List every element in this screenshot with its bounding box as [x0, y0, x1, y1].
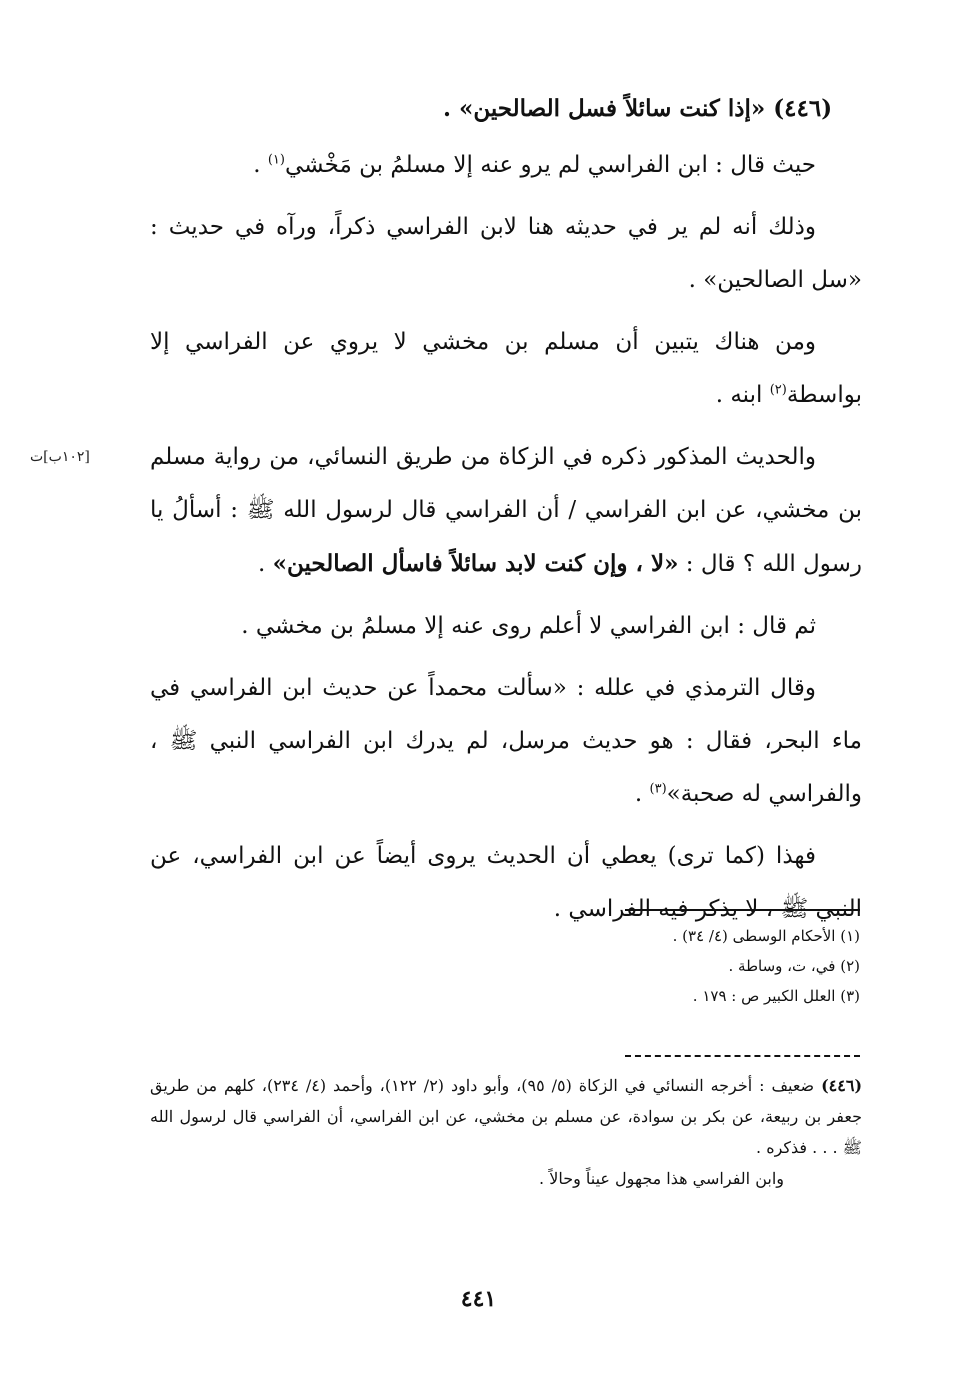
paragraph-6 [150, 662, 862, 821]
hadith-commentary [150, 1070, 862, 1194]
hadith-heading [150, 82, 862, 135]
paragraph-1-text: حيث قال : ابن الفراسي لم يرو عنه إلا مسلمُ بن مَخْشي [284, 152, 816, 178]
paragraph-5: ثم قال : ابن الفراسي لا أعلم روى عنه إلا مسلمُ بن مخشي . [241, 613, 816, 639]
paragraph-3 [150, 316, 862, 422]
footnote-item [400, 921, 860, 951]
footnote-text: في، ت، وساطة . [728, 957, 836, 975]
footnote-separator [625, 909, 860, 911]
paragraph-4 [150, 431, 862, 591]
footnote-ref-2[interactable]: (٢) [769, 382, 787, 398]
footnote-item [400, 981, 860, 1011]
paragraph-1 [150, 139, 862, 192]
footnote-text: العلل الكبير ص : ١٧٩ . [692, 987, 836, 1005]
footnote-number: (١) [840, 927, 860, 945]
paragraph-1-tail: . [253, 152, 268, 178]
commentary-text: ضعيف : أخرجه النسائي في الزكاة (٥/ ٩٥)، وأبو داود (٢/ ١٢٢)، وأحمد (٤/ ٢٣٤)، كلهم من طريق جعفر بن ربيعة، عن بكر بن سوادة، عن مسلم بن مخشي، عن ابن الفراسي، أن الفراسي قال لرسول الله ﷺ . . . فذكره . [150, 1076, 862, 1157]
footnote-ref-1[interactable]: (١) [267, 152, 285, 168]
commentary-line-1 [150, 1070, 862, 1163]
hadith-number: (٤٤٦) [773, 95, 833, 122]
commentary-separator [625, 1055, 860, 1057]
paragraph-6-tail: . [634, 781, 650, 807]
footnote-text: الأحكام الوسطى (٤/ ٣٤) . [672, 927, 836, 945]
footnote-number: (٣) [840, 987, 860, 1005]
paragraph-2: وذلك أنه لم ير في حديثه هنا لابن الفراسي ذكراً، ورآه في حديث : «سل الصالحين» . [150, 214, 862, 293]
manuscript-margin-note: [١٠٢ب]ت [30, 449, 90, 465]
paragraph-6-text: وقال الترمذي في علله : «سألت محمداً عن حديث ابن الفراسي في ماء البحر، فقال : هو حديث مرسل، لم يدرك ابن الفراسي النبي ﷺ ، والفراسي له صحبة» [150, 675, 862, 807]
paragraph-4-tail: . [257, 551, 273, 577]
paragraph-7: فهذا (كما ترى) يعطي أن الحديث يروى أيضاً عن ابن الفراسي، عن النبي ﷺ ، لا يذكر فيه الفراسي . [150, 843, 862, 922]
footnote-number: (٢) [840, 957, 860, 975]
hadith-quote: «لا ، وإن كنت لابد سائلاً فاسأل الصالحين» [272, 550, 679, 577]
footnotes [400, 921, 860, 1011]
hadith-title: «إذا كنت سائلاً فسل الصالحين» . [442, 95, 766, 122]
page-number: ٤٤١ [460, 1286, 497, 1312]
paragraph-3-text: ومن هناك يتبين أن مسلم بن مخشي لا يروي عن الفراسي إلا بواسطة [150, 329, 862, 408]
commentary-number: (٤٤٦) [821, 1076, 863, 1095]
commentary-line-2: وابن الفراسي هذا مجهول عيناً وحالاً . [539, 1169, 784, 1188]
footnote-ref-3[interactable]: (٣) [649, 781, 667, 797]
main-text [150, 82, 862, 945]
paragraph-3-tail: ابنه . [715, 382, 770, 408]
footnote-item [400, 951, 860, 981]
paragraph-4-text: والحديث المذكور ذكره في الزكاة من طريق النسائي، من رواية مسلم بن مخشي، عن ابن الفراسي / أن الفراسي قال لرسول الله ﷺ : أسألُ يا رسول الله ؟ قال : [150, 444, 863, 577]
